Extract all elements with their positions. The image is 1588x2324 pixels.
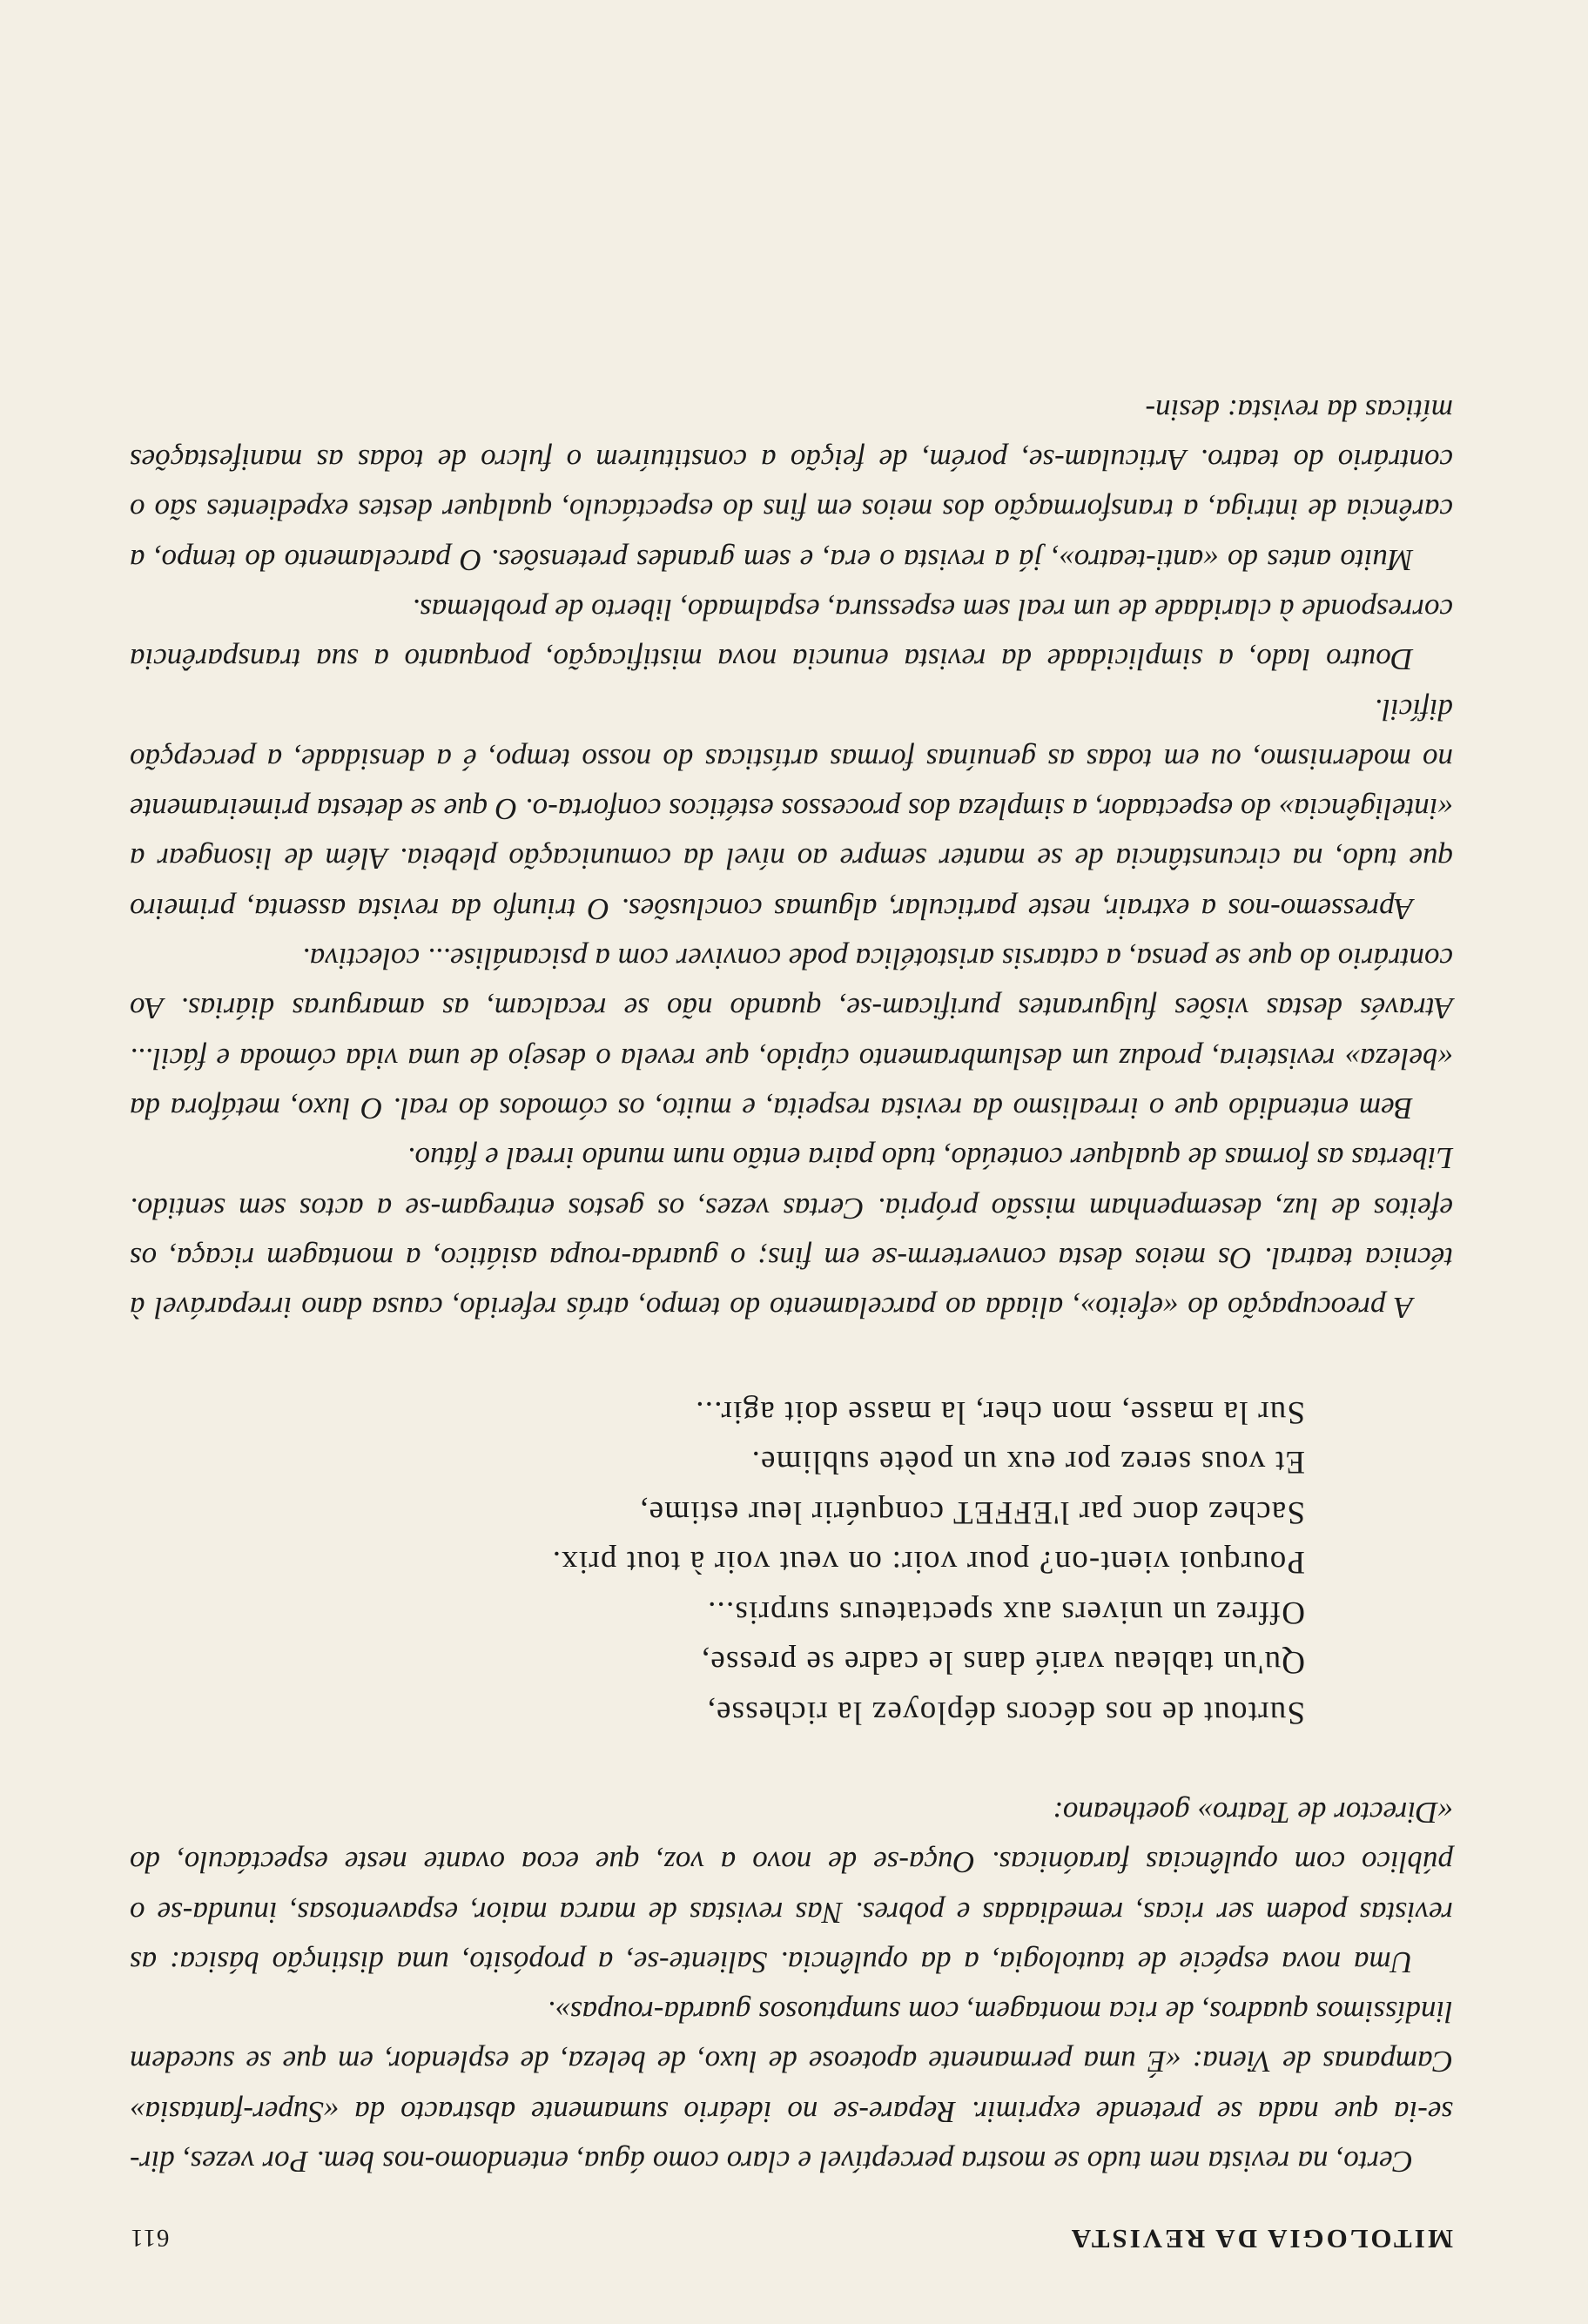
paragraph: Muito antes do «anti-teatro», já a revista o era, e sem grandes pretensões. O parcelamento do tempo, a carência de intriga, a transformação dos meios em fins do espectáculo, qualquer destes expedientes são o contrário do teatro. Articulam-se, porém, de feição a constituírem o fulcro de todas as manifestações míticas da revista: desin- xyxy=(130,393,1453,577)
verse-line: Sur la masse, mon cher, la masse doit agir... xyxy=(695,1394,1305,1430)
verse-line: Offrez un univers aux spectateurs surpris... xyxy=(706,1594,1305,1630)
verse-line: Et vous serez por eux un poète sublime. xyxy=(750,1444,1305,1481)
paragraph: Apressemo-nos a extrair, neste particular, algumas conclusões. O triunfo da revista assenta, primeiro que tudo, na circunstância de se manter sempre ao nível da comunicação plebeia. Além de lisongear a «inteligência» do espectador, a simpleza dos processos estéticos conforta-o. O que se detesta primeiramente no modernismo, ou em todas as genuínas formas artísticas do nosso tempo, é a densidade, a percepção difícil. xyxy=(130,692,1453,926)
paragraph: A preocupação do «efeito», aliada ao parcelamento do tempo, atrás referido, causa dano irreparável à técnica teatral. Os meios desta converterm-se em fins; o guarda-roupa asiático, a montagem ricaça, os efeitos de luz, desempenham missão própria. Certas vezes, os gestos entregam-se a actos sem sentido. Libertas as formas de qualquer conteúdo, tudo paira então num mundo irreal e fátuo. xyxy=(130,1141,1453,1326)
running-head: MITOLOGIA DA REVISTA xyxy=(1068,2224,1453,2254)
page-header xyxy=(130,2223,1453,2254)
page-content xyxy=(130,385,1453,2254)
verse-line: Surtout de nos décors déployez la richesse, xyxy=(706,1694,1305,1730)
page-number: 611 xyxy=(130,2224,170,2252)
verse-line: Pourquoi vient-on? pour voir: on veut voir à tout prix. xyxy=(551,1544,1305,1581)
paragraph: Bem entendido que o irrealismo da revista respeita, e muito, os cómodos do real. O luxo, metáfora da «beleza» revisteira, produz um deslumbramento cúpido, que revela o desejo de uma vida cómoda e fácil... Através destas visões fulgurantes purificam-se, quando não se recalcam, as amarguras diárias. Ao contrário do que se pensa, a catarsis aristotélica pode conviver com a psicanálise... colectiva. xyxy=(130,942,1453,1125)
verse-line: Sachez donc par l'EFFET conquérir leur estime, xyxy=(639,1494,1305,1530)
paragraph: Doutro lado, a simplicidade da revista enuncia nova mistificação, porquanto a sua transparência corresponde à claridade de um real sem espessura, espalmado, liberto de problemas. xyxy=(130,592,1453,677)
paragraph: Certo, na revista nem tudo se mostra perceptível e claro como água, entendomo-nos bem. Por vezes, dir-se-ia que nada se pretende exprimir. Repare-se no ideário sumamente abstracto da «Super-fantasia» Campanas de Viena: «É uma permanente apoteose de luxo, de beleza, de esplendor, em que se sucedem lindíssimos quadros, de rica montagem, com sumptuosos guarda-roupas». xyxy=(130,1995,1453,2179)
paragraph: Uma nova espécie de tautologia, a da opulência. Saliente-se, a propósito, uma distinção básica: as revistas podem ser ricas, remediadas e pobres. Nas revistas de marca maior, espaventosas, inunda-se o público com opulências faraónicas. Ouça-se de novo a voz, que ecoa ovante neste espectáculo, do «Director de Teatro» goetheano: xyxy=(130,1795,1453,1979)
verse-quotation xyxy=(130,1387,1305,1737)
verse-line: Qu'un tableau varié dans le cadre se presse, xyxy=(700,1644,1305,1681)
